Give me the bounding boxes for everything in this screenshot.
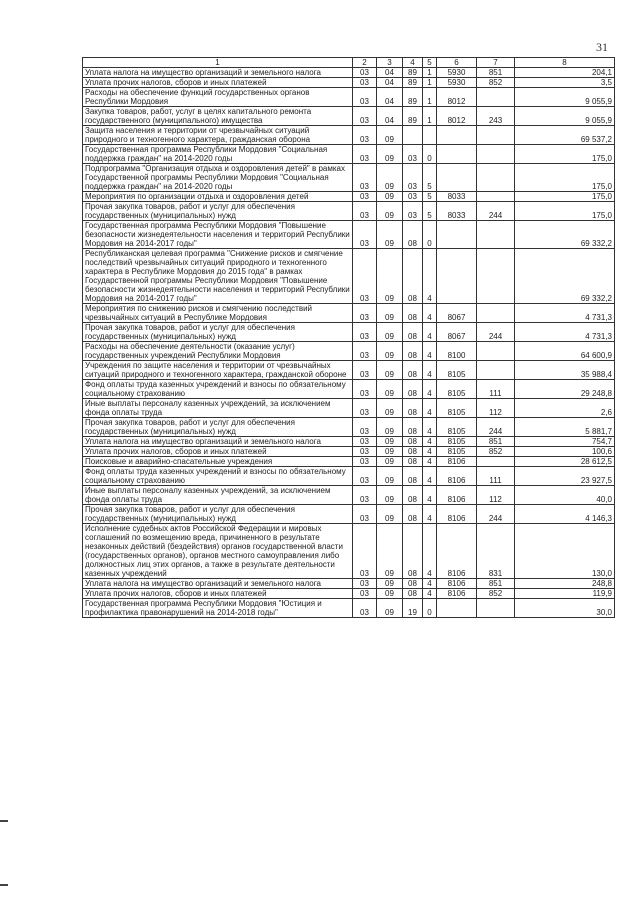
code-col3-cell: 04	[377, 78, 403, 88]
code-col5-cell: 1	[423, 68, 437, 78]
expense-name-cell: Уплата прочих налогов, сборов и иных платежей	[83, 447, 353, 457]
header-col-2: 2	[353, 58, 377, 68]
expense-name-cell: Защита населения и территории от чрезвычайных ситуаций природного и техногенного характера, гражданская оборона	[83, 126, 353, 145]
code-col6-cell: 8106	[437, 589, 477, 599]
code-col6-cell: 8106	[437, 579, 477, 589]
table-row	[83, 126, 615, 145]
code-col7-cell: 111	[477, 467, 515, 486]
code-col6-cell: 5930	[437, 68, 477, 78]
expense-name-cell: Государственная программа Республики Мордовия "Юстиция и профилактика правонарушений на 2014-2018 годы"	[83, 599, 353, 618]
amount-cell: 5 881,7	[515, 418, 615, 437]
code-col7-cell: 244	[477, 202, 515, 221]
code-col5-cell: 4	[423, 447, 437, 457]
table-row	[83, 361, 615, 380]
code-col5-cell: 4	[423, 437, 437, 447]
amount-cell: 4 146,3	[515, 505, 615, 524]
code-col2-cell: 03	[353, 524, 377, 579]
amount-cell: 35 988,4	[515, 361, 615, 380]
amount-cell: 175,0	[515, 145, 615, 164]
amount-cell: 30,0	[515, 599, 615, 618]
code-col4-cell: 08	[403, 249, 423, 304]
expense-name-cell: Фонд оплаты труда казенных учреждений и взносы по обязательному социальному страхованию	[83, 380, 353, 399]
code-col3-cell: 09	[377, 399, 403, 418]
table-row	[83, 164, 615, 192]
expense-name-cell: Республиканская целевая программа "Снижение рисков и смягчение последствий чрезвычайных ситуаций природного и техногенного характера в Республике Мордовия до 2015 года" в рамках Государственной программы Республики Мордовия "Повышение безопасности жизнедеятельности населения и территорий Республики Мордовия на 2014-2017 годы"	[83, 249, 353, 304]
code-col2-cell: 03	[353, 304, 377, 323]
code-col2-cell: 03	[353, 361, 377, 380]
table-row	[83, 505, 615, 524]
code-col5-cell: 4	[423, 418, 437, 437]
code-col4-cell: 08	[403, 589, 423, 599]
code-col4-cell: 08	[403, 486, 423, 505]
code-col4-cell: 08	[403, 437, 423, 447]
expense-name-cell: Государственная программа Республики Мордовия "Социальная поддержка граждан" на 2014-2020 годы	[83, 145, 353, 164]
code-col6-cell: 8106	[437, 467, 477, 486]
code-col3-cell: 09	[377, 579, 403, 589]
amount-cell: 100,6	[515, 447, 615, 457]
code-col2-cell: 03	[353, 486, 377, 505]
code-col6-cell	[437, 249, 477, 304]
code-col6-cell: 8033	[437, 192, 477, 202]
code-col2-cell: 03	[353, 579, 377, 589]
code-col7-cell: 111	[477, 380, 515, 399]
code-col6-cell	[437, 221, 477, 249]
code-col6-cell: 8106	[437, 457, 477, 467]
table-row	[83, 145, 615, 164]
code-col6-cell	[437, 164, 477, 192]
table-body	[83, 68, 615, 618]
amount-cell: 29 248,8	[515, 380, 615, 399]
code-col4-cell: 89	[403, 68, 423, 78]
code-col3-cell: 09	[377, 361, 403, 380]
code-col7-cell: 831	[477, 524, 515, 579]
amount-cell: 175,0	[515, 192, 615, 202]
table-header	[83, 58, 615, 68]
code-col6-cell: 8012	[437, 88, 477, 107]
code-col3-cell: 09	[377, 599, 403, 618]
table-row	[83, 202, 615, 221]
code-col3-cell: 09	[377, 457, 403, 467]
table-row	[83, 78, 615, 88]
code-col3-cell: 09	[377, 589, 403, 599]
code-col3-cell: 09	[377, 126, 403, 145]
code-col2-cell: 03	[353, 457, 377, 467]
code-col5-cell: 4	[423, 399, 437, 418]
code-col2-cell: 03	[353, 447, 377, 457]
amount-cell: 2,6	[515, 399, 615, 418]
amount-cell: 23 927,5	[515, 467, 615, 486]
code-col6-cell: 8106	[437, 486, 477, 505]
code-col4-cell: 08	[403, 361, 423, 380]
expense-name-cell: Поисковые и аварийно-спасательные учреждения	[83, 457, 353, 467]
table-row	[83, 323, 615, 342]
code-col4-cell: 08	[403, 457, 423, 467]
amount-cell: 69 537,2	[515, 126, 615, 145]
code-col6-cell: 8012	[437, 107, 477, 126]
scan-edge-mark	[0, 820, 8, 822]
code-col2-cell: 03	[353, 88, 377, 107]
code-col2-cell: 03	[353, 599, 377, 618]
code-col2-cell: 03	[353, 145, 377, 164]
code-col4-cell: 89	[403, 88, 423, 107]
amount-cell: 69 332,2	[515, 249, 615, 304]
code-col5-cell: 4	[423, 304, 437, 323]
expense-name-cell: Расходы на обеспечение деятельности (оказание услуг) государственных учреждений Республики Мордовия	[83, 342, 353, 361]
expense-name-cell: Иные выплаты персоналу казенных учреждений, за исключением фонда оплаты труда	[83, 399, 353, 418]
code-col7-cell: 852	[477, 589, 515, 599]
code-col4-cell: 19	[403, 599, 423, 618]
code-col2-cell: 03	[353, 78, 377, 88]
amount-cell: 175,0	[515, 164, 615, 192]
code-col7-cell	[477, 192, 515, 202]
amount-cell: 204,1	[515, 68, 615, 78]
code-col3-cell: 09	[377, 145, 403, 164]
table-row	[83, 437, 615, 447]
expense-name-cell: Прочая закупка товаров, работ и услуг для обеспечения государственных (муниципальных) нужд	[83, 323, 353, 342]
code-col7-cell: 244	[477, 418, 515, 437]
code-col5-cell: 4	[423, 524, 437, 579]
code-col4-cell: 03	[403, 145, 423, 164]
code-col5-cell: 4	[423, 589, 437, 599]
expense-name-cell: Фонд оплаты труда казенных учреждений и взносы по обязательному социальному страхованию	[83, 467, 353, 486]
code-col7-cell: 852	[477, 78, 515, 88]
table-row	[83, 249, 615, 304]
code-col7-cell: 244	[477, 323, 515, 342]
code-col2-cell: 03	[353, 342, 377, 361]
code-col2-cell: 03	[353, 437, 377, 447]
code-col4-cell: 08	[403, 304, 423, 323]
amount-cell: 754,7	[515, 437, 615, 447]
code-col3-cell: 09	[377, 505, 403, 524]
table-row	[83, 524, 615, 579]
code-col5-cell: 0	[423, 145, 437, 164]
code-col3-cell: 09	[377, 418, 403, 437]
expense-name-cell: Закупка товаров, работ, услуг в целях капитального ремонта государственного (муниципального) имущества	[83, 107, 353, 126]
table-row	[83, 467, 615, 486]
code-col2-cell: 03	[353, 323, 377, 342]
code-col5-cell: 4	[423, 342, 437, 361]
code-col4-cell: 08	[403, 342, 423, 361]
code-col6-cell: 8105	[437, 447, 477, 457]
table-row	[83, 192, 615, 202]
code-col7-cell	[477, 88, 515, 107]
code-col5-cell: 1	[423, 107, 437, 126]
table-row	[83, 579, 615, 589]
expense-name-cell: Уплата налога на имущество организаций и земельного налога	[83, 579, 353, 589]
code-col4-cell: 89	[403, 78, 423, 88]
table-row	[83, 107, 615, 126]
amount-cell: 248,8	[515, 579, 615, 589]
code-col6-cell: 8105	[437, 418, 477, 437]
header-col-5: 5	[423, 58, 437, 68]
code-col6-cell: 8105	[437, 437, 477, 447]
code-col7-cell	[477, 457, 515, 467]
code-col5-cell: 4	[423, 467, 437, 486]
code-col4-cell: 08	[403, 418, 423, 437]
code-col6-cell: 8100	[437, 342, 477, 361]
expense-name-cell: Исполнение судебных актов Российской Федерации и мировых соглашений по возмещению вреда, причиненного в результате незаконных действий (бездействия) органов государственной власти (государственных органов), органов местного самоуправления либо должностных лиц этих органов, а также в результате деятельности казенных учреждений	[83, 524, 353, 579]
table-row	[83, 447, 615, 457]
code-col5-cell: 4	[423, 323, 437, 342]
code-col3-cell: 09	[377, 304, 403, 323]
code-col3-cell: 09	[377, 164, 403, 192]
code-col6-cell	[437, 599, 477, 618]
amount-cell: 28 612,5	[515, 457, 615, 467]
code-col3-cell: 09	[377, 192, 403, 202]
code-col7-cell	[477, 342, 515, 361]
code-col3-cell: 09	[377, 221, 403, 249]
code-col7-cell: 851	[477, 68, 515, 78]
code-col2-cell: 03	[353, 589, 377, 599]
code-col4-cell: 08	[403, 505, 423, 524]
amount-cell: 4 731,3	[515, 304, 615, 323]
header-col-3: 3	[377, 58, 403, 68]
amount-cell: 40,0	[515, 486, 615, 505]
code-col5-cell: 0	[423, 599, 437, 618]
code-col2-cell: 03	[353, 418, 377, 437]
code-col7-cell	[477, 126, 515, 145]
expense-name-cell: Прочая закупка товаров, работ и услуг для обеспечения государственных (муниципальных) нужд	[83, 418, 353, 437]
scan-edge-mark	[0, 884, 8, 886]
code-col5-cell: 1	[423, 78, 437, 88]
expense-name-cell: Прочая закупка товаров, работ и услуг для обеспечения государственных (муниципальных) нужд	[83, 505, 353, 524]
table-row	[83, 399, 615, 418]
code-col5-cell: 0	[423, 221, 437, 249]
code-col4-cell: 08	[403, 579, 423, 589]
code-col3-cell: 09	[377, 342, 403, 361]
header-col-8: 8	[515, 58, 615, 68]
code-col7-cell: 243	[477, 107, 515, 126]
code-col2-cell: 03	[353, 126, 377, 145]
code-col5-cell: 5	[423, 164, 437, 192]
code-col5-cell: 5	[423, 192, 437, 202]
code-col6-cell: 8033	[437, 202, 477, 221]
code-col3-cell: 09	[377, 486, 403, 505]
table-row	[83, 68, 615, 78]
table-row	[83, 380, 615, 399]
code-col3-cell: 09	[377, 437, 403, 447]
expense-name-cell: Уплата налога на имущество организаций и земельного налога	[83, 68, 353, 78]
code-col2-cell: 03	[353, 399, 377, 418]
code-col4-cell	[403, 126, 423, 145]
code-col7-cell: 244	[477, 505, 515, 524]
code-col7-cell	[477, 221, 515, 249]
header-col-7: 7	[477, 58, 515, 68]
code-col7-cell	[477, 164, 515, 192]
code-col2-cell: 03	[353, 68, 377, 78]
code-col3-cell: 09	[377, 202, 403, 221]
code-col5-cell	[423, 126, 437, 145]
table-row	[83, 599, 615, 618]
code-col5-cell: 5	[423, 202, 437, 221]
amount-cell: 9 055,9	[515, 88, 615, 107]
header-col-4: 4	[403, 58, 423, 68]
code-col4-cell: 89	[403, 107, 423, 126]
expense-name-cell: Мероприятия по снижению рисков и смягчению последствий чрезвычайных ситуаций в Республике Мордовия	[83, 304, 353, 323]
expense-name-cell: Мероприятия по организации отдыха и оздоровления детей	[83, 192, 353, 202]
expense-name-cell: Уплата налога на имущество организаций и земельного налога	[83, 437, 353, 447]
code-col4-cell: 08	[403, 467, 423, 486]
code-col6-cell: 8106	[437, 505, 477, 524]
table-row	[83, 486, 615, 505]
code-col5-cell: 4	[423, 486, 437, 505]
code-col2-cell: 03	[353, 164, 377, 192]
code-col4-cell: 08	[403, 399, 423, 418]
code-col4-cell: 08	[403, 323, 423, 342]
code-col2-cell: 03	[353, 221, 377, 249]
expense-name-cell: Прочая закупка товаров, работ и услуг для обеспечения государственных (муниципальных) нужд	[83, 202, 353, 221]
expense-name-cell: Государственная программа Республики Мордовия "Повышение безопасности жизнедеятельности населения и территорий Республики Мордовия на 2014-2017 годы"	[83, 221, 353, 249]
amount-cell: 119,9	[515, 589, 615, 599]
expense-name-cell: Уплата прочих налогов, сборов и иных платежей	[83, 589, 353, 599]
budget-table	[82, 57, 615, 618]
code-col3-cell: 09	[377, 467, 403, 486]
code-col2-cell: 03	[353, 249, 377, 304]
table-row	[83, 88, 615, 107]
code-col3-cell: 04	[377, 107, 403, 126]
code-col5-cell: 4	[423, 249, 437, 304]
code-col3-cell: 09	[377, 249, 403, 304]
amount-cell: 9 055,9	[515, 107, 615, 126]
expense-name-cell: Подпрограмма "Организация отдыха и оздоровления детей" в рамках Государственной программы Республики Мордовия "Социальная поддержка граждан" на 2014-2020 годы	[83, 164, 353, 192]
code-col2-cell: 03	[353, 202, 377, 221]
amount-cell: 64 600,9	[515, 342, 615, 361]
code-col4-cell: 08	[403, 221, 423, 249]
page-number: 31	[596, 40, 608, 54]
amount-cell: 3,5	[515, 78, 615, 88]
code-col5-cell: 4	[423, 579, 437, 589]
code-col3-cell: 09	[377, 524, 403, 579]
code-col5-cell: 4	[423, 457, 437, 467]
table-row	[83, 342, 615, 361]
code-col4-cell: 08	[403, 380, 423, 399]
code-col3-cell: 04	[377, 88, 403, 107]
code-col5-cell: 4	[423, 380, 437, 399]
code-col5-cell: 4	[423, 505, 437, 524]
code-col6-cell: 8106	[437, 524, 477, 579]
code-col3-cell: 09	[377, 323, 403, 342]
code-col6-cell: 8067	[437, 323, 477, 342]
code-col7-cell	[477, 304, 515, 323]
code-col3-cell: 09	[377, 447, 403, 457]
table-row	[83, 304, 615, 323]
expense-name-cell: Уплата прочих налогов, сборов и иных платежей	[83, 78, 353, 88]
header-col-1: 1	[83, 58, 353, 68]
code-col6-cell: 5930	[437, 78, 477, 88]
expense-name-cell: Учреждения по защите населения и территории от чрезвычайных ситуаций природного и техногенного характера, гражданской обороне	[83, 361, 353, 380]
code-col4-cell: 08	[403, 524, 423, 579]
code-col4-cell: 03	[403, 192, 423, 202]
code-col7-cell	[477, 599, 515, 618]
code-col5-cell: 1	[423, 88, 437, 107]
code-col3-cell: 09	[377, 380, 403, 399]
code-col3-cell: 04	[377, 68, 403, 78]
code-col6-cell: 8067	[437, 304, 477, 323]
table-row	[83, 221, 615, 249]
code-col2-cell: 03	[353, 467, 377, 486]
code-col2-cell: 03	[353, 107, 377, 126]
code-col7-cell	[477, 249, 515, 304]
code-col2-cell: 03	[353, 192, 377, 202]
table-row	[83, 418, 615, 437]
table-row	[83, 589, 615, 599]
code-col7-cell: 851	[477, 437, 515, 447]
amount-cell: 4 731,3	[515, 323, 615, 342]
code-col6-cell: 8105	[437, 380, 477, 399]
amount-cell: 175,0	[515, 202, 615, 221]
code-col7-cell: 112	[477, 399, 515, 418]
expense-name-cell: Иные выплаты персоналу казенных учреждений, за исключением фонда оплаты труда	[83, 486, 353, 505]
code-col2-cell: 03	[353, 380, 377, 399]
amount-cell: 130,0	[515, 524, 615, 579]
code-col6-cell: 8105	[437, 399, 477, 418]
code-col4-cell: 08	[403, 447, 423, 457]
code-col7-cell: 112	[477, 486, 515, 505]
code-col4-cell: 03	[403, 164, 423, 192]
code-col7-cell: 851	[477, 579, 515, 589]
code-col6-cell	[437, 126, 477, 145]
code-col7-cell: 852	[477, 447, 515, 457]
code-col6-cell	[437, 145, 477, 164]
code-col7-cell	[477, 361, 515, 380]
code-col6-cell: 8105	[437, 361, 477, 380]
code-col4-cell: 03	[403, 202, 423, 221]
expense-name-cell: Расходы на обеспечение функций государственных органов Республики Мордовия	[83, 88, 353, 107]
code-col2-cell: 03	[353, 505, 377, 524]
code-col7-cell	[477, 145, 515, 164]
header-col-6: 6	[437, 58, 477, 68]
amount-cell: 69 332,2	[515, 221, 615, 249]
code-col5-cell: 4	[423, 361, 437, 380]
table-row	[83, 457, 615, 467]
